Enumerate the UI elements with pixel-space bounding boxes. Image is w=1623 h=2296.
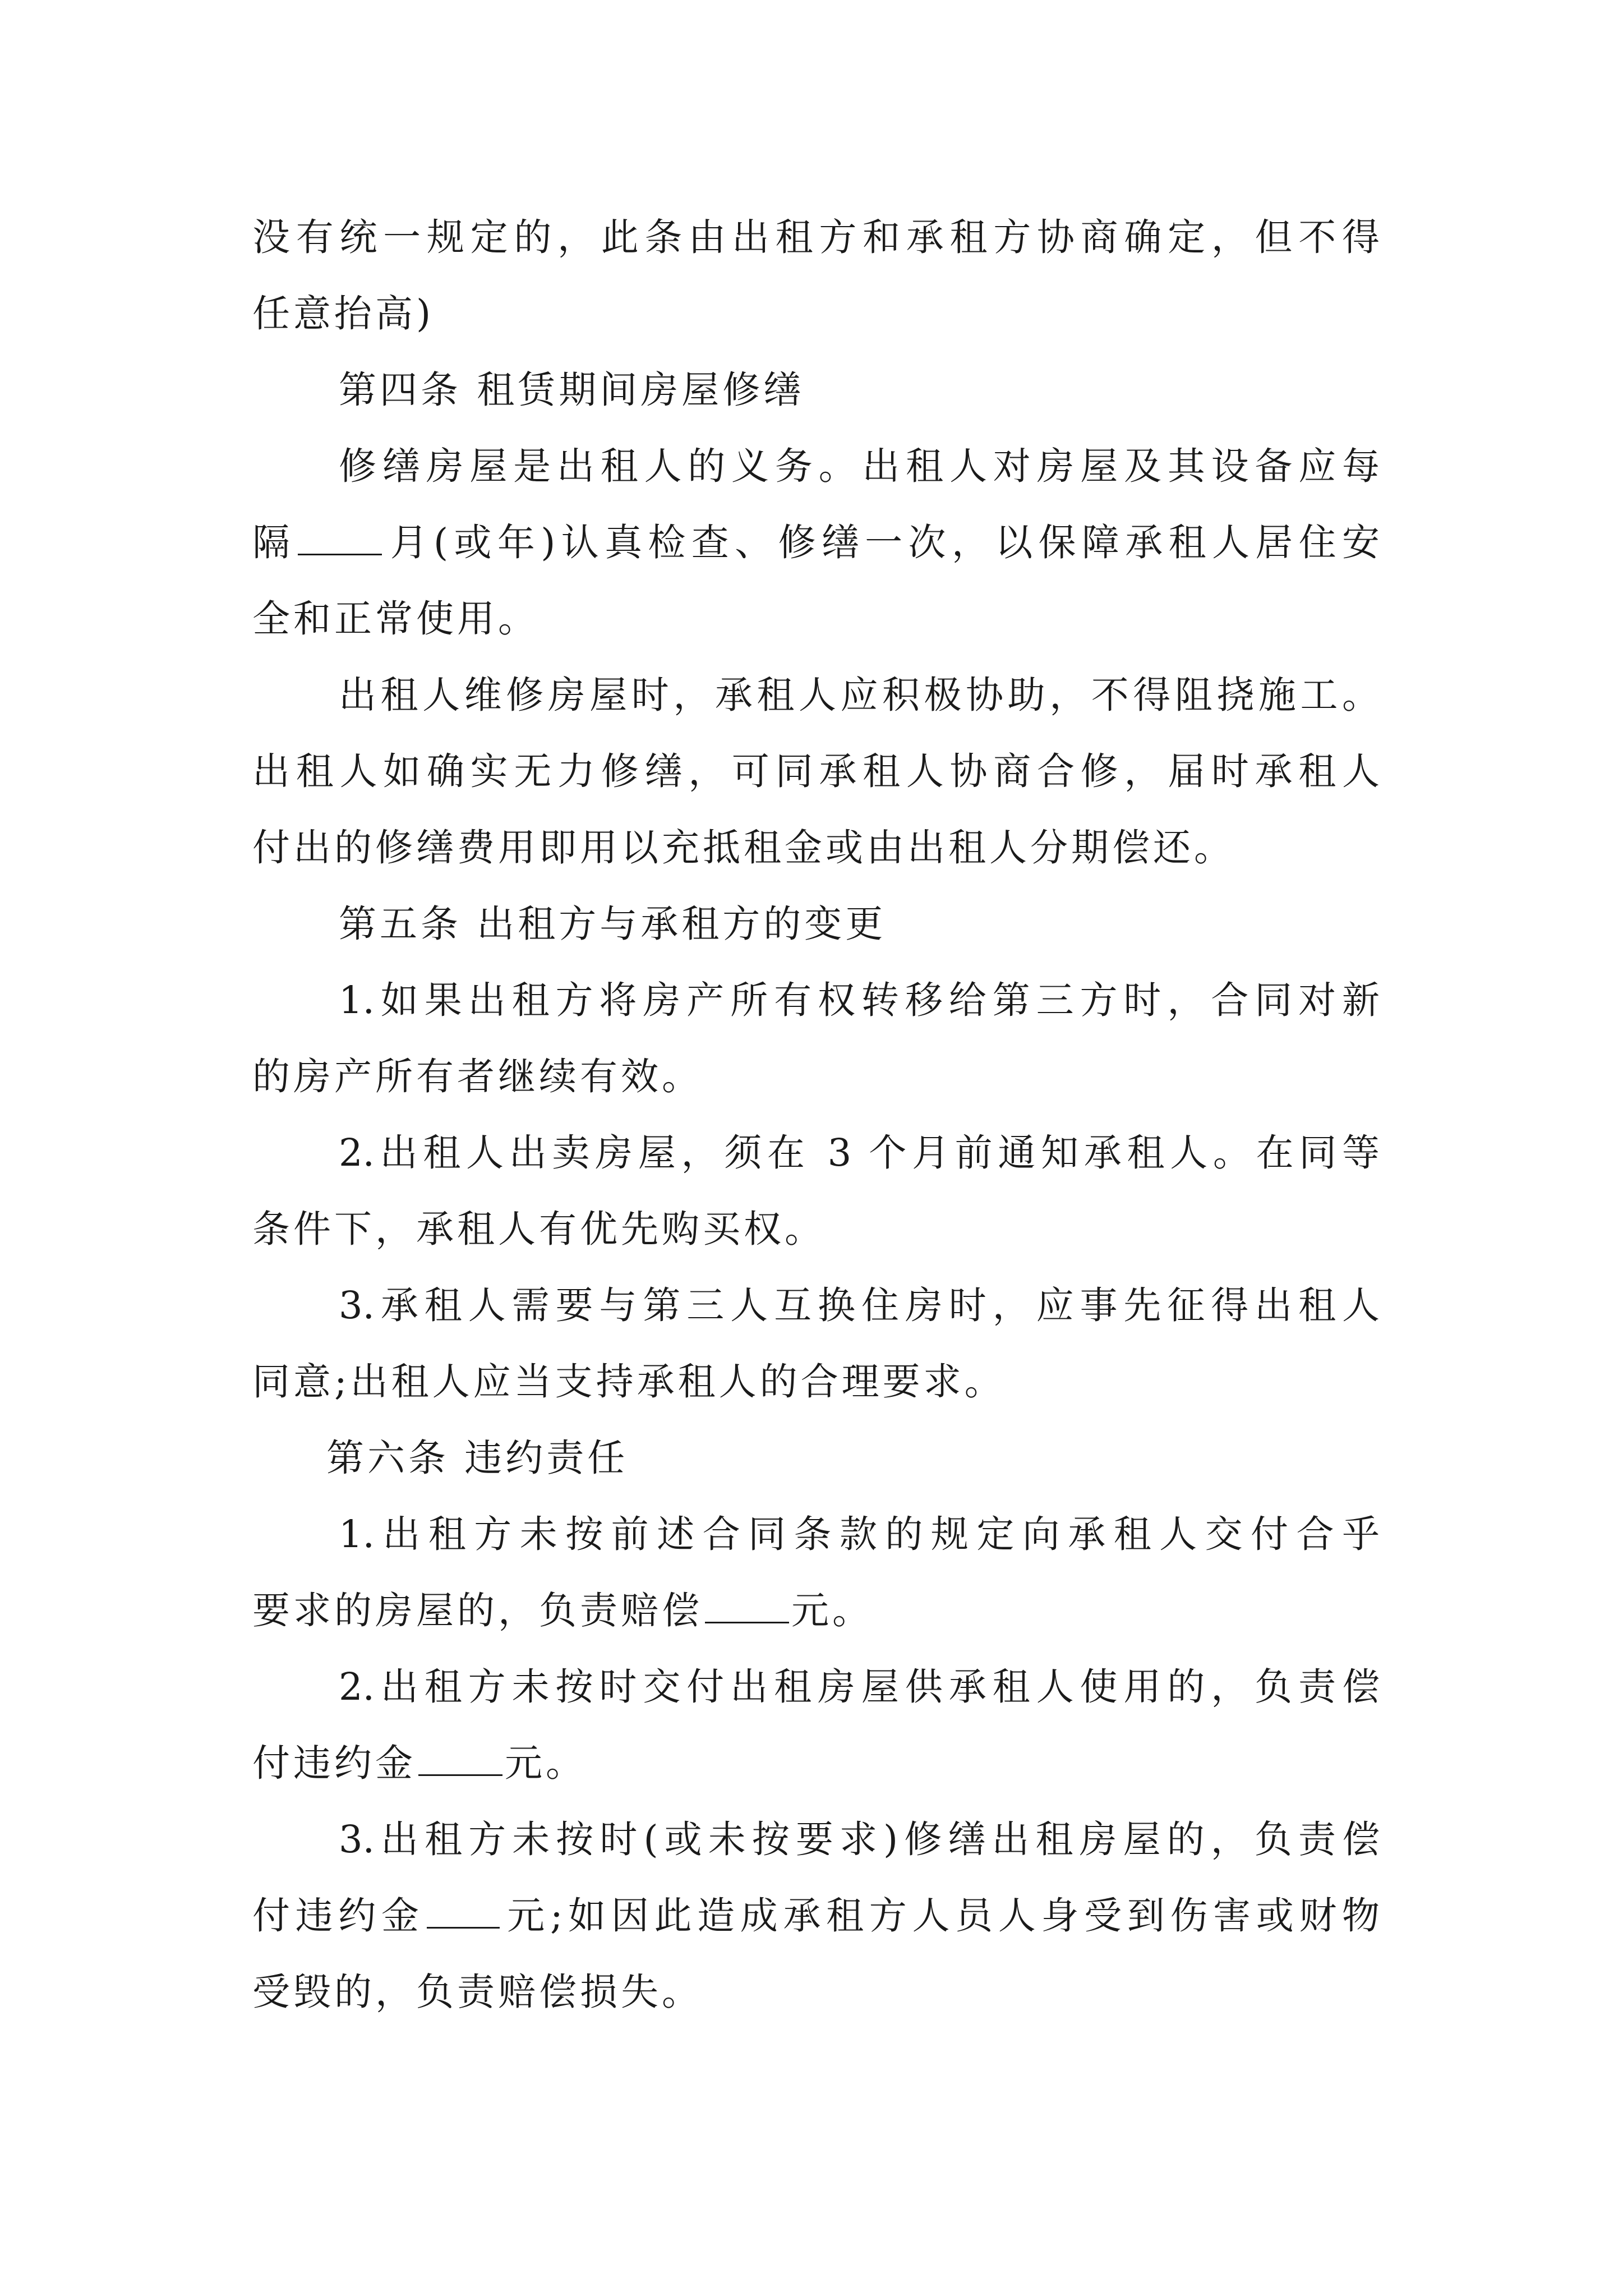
text-line: 付出的修缮费用即用以充抵租金或由出租人分期偿还。 bbox=[252, 826, 1235, 869]
text-line: 受毁的，负责赔偿损失。 bbox=[252, 1970, 703, 2014]
text-line: 条件下，承租人有优先购买权。 bbox=[252, 1207, 826, 1251]
article-heading: 第五条 出租方与承租方的变更 bbox=[339, 902, 887, 946]
text-line: 同意;出租人应当支持承租人的合理要求。 bbox=[252, 1360, 1006, 1404]
fill-in-blank bbox=[298, 520, 382, 555]
text-line: 1.出租方未按前述合同条款的规定向承租人交付合乎 bbox=[339, 1512, 1380, 1556]
text-line: 3.出租方未按时(或未按要求)修缮出租房屋的，负责偿 bbox=[339, 1818, 1380, 1861]
text-line bbox=[252, 1890, 1380, 1941]
text-line: 任意抬高) bbox=[252, 292, 435, 335]
text-fragment: 付违约金 bbox=[252, 1741, 416, 1785]
text-line: 3.承租人需要与第三人互换住房时，应事先征得出租人 bbox=[339, 1283, 1380, 1327]
text-line: 1.如果出租方将房产所有权转移给第三方时，合同对新 bbox=[339, 978, 1380, 1022]
text-fragment: 隔 bbox=[252, 521, 296, 564]
text-fragment: 元;如因此造成承租方人员人身受到伤害或财物 bbox=[501, 1894, 1380, 1938]
fill-in-blank bbox=[418, 1741, 502, 1776]
text-line: 修缮房屋是出租人的义务。出租人对房屋及其设备应每 bbox=[339, 444, 1380, 488]
text-line bbox=[252, 517, 1380, 568]
text-fragment: 元。 bbox=[791, 1589, 873, 1632]
text-fragment: 月(或年)认真检查、修缮一次，以保障承租人居住安 bbox=[384, 521, 1380, 564]
text-line: 全和正常使用。 bbox=[252, 597, 539, 641]
text-line: 没有统一规定的，此条由出租方和承租方协商确定，但不得 bbox=[252, 215, 1380, 259]
article-heading: 第四条 租赁期间房屋修缮 bbox=[339, 368, 805, 412]
text-line: 的房产所有者继续有效。 bbox=[252, 1055, 703, 1098]
text-fragment: 元。 bbox=[505, 1741, 587, 1785]
text-line bbox=[252, 1738, 1380, 1788]
text-line: 出租人维修房屋时，承租人应积极协助，不得阻挠施工。 bbox=[339, 673, 1380, 717]
text-line: 2.出租方未按时交付出租房屋供承租人使用的，负责偿 bbox=[339, 1665, 1380, 1709]
text-line bbox=[252, 1585, 1380, 1636]
text-fragment: 付违约金 bbox=[252, 1894, 425, 1938]
fill-in-blank bbox=[427, 1893, 500, 1929]
text-line: 出租人如确实无力修缮，可同承租人协商合修，届时承租人 bbox=[252, 749, 1380, 793]
fill-in-blank bbox=[705, 1588, 789, 1623]
text-fragment: 要求的房屋的，负责赔偿 bbox=[252, 1589, 703, 1632]
article-heading: 第六条 违约责任 bbox=[326, 1436, 629, 1480]
text-line: 2.出租人出卖房屋，须在 3 个月前通知承租人。在同等 bbox=[339, 1131, 1380, 1175]
